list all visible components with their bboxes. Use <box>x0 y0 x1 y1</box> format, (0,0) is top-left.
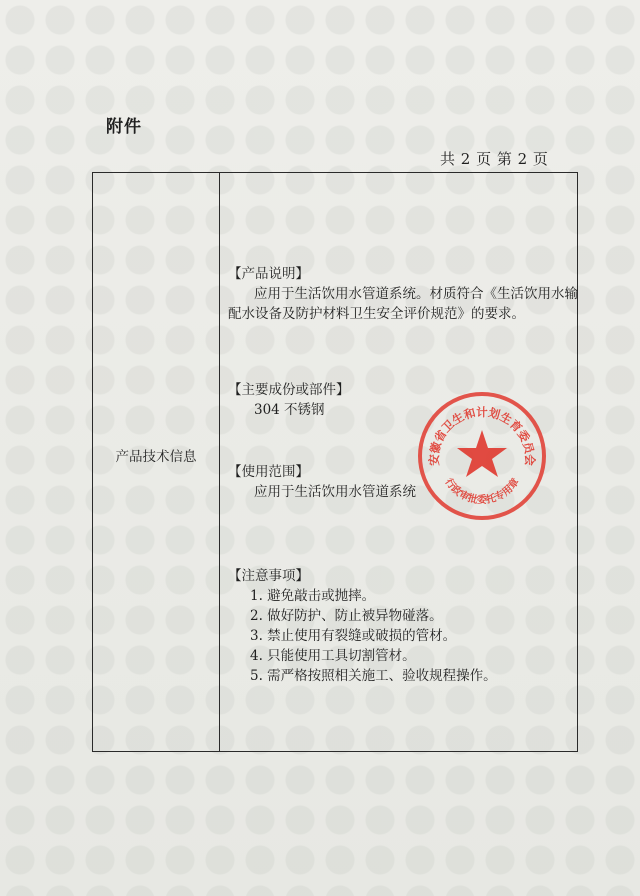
section-title-notes: 【注意事项】 <box>228 568 309 584</box>
official-seal-icon <box>416 390 548 522</box>
note-item: 2. 做好防护、防止被异物碰落。 <box>250 608 443 624</box>
svg-text:安徽省卫生和计划生育委员会: 安徽省卫生和计划生育委员会 <box>426 405 538 466</box>
svg-text:行政审批委托专用章: 行政审批委托专用章 <box>442 476 522 507</box>
section-title-scope: 【使用范围】 <box>228 464 309 480</box>
row-label-cell <box>93 173 219 751</box>
note-item: 1. 避免敲击或抛摔。 <box>250 588 376 604</box>
attachment-heading: 附件 <box>106 117 142 137</box>
section-text-components: 304 不锈钢 <box>254 402 325 418</box>
note-item: 5. 需严格按照相关施工、验收规程操作。 <box>250 668 497 684</box>
row-label: 产品技术信息 <box>115 449 197 465</box>
section-title-description: 【产品说明】 <box>228 266 309 282</box>
section-title-components: 【主要成份或部件】 <box>228 382 350 398</box>
section-text-description: 应用于生活饮用水管道系统。材质符合《生活饮用水输配水设备及防护材料卫生安全评价规范》的要求。 <box>228 286 578 322</box>
page-count: 共 2 页 第 2 页 <box>440 150 549 168</box>
note-item: 3. 禁止使用有裂缝或破损的管材。 <box>250 628 457 644</box>
table-column-divider <box>219 173 220 751</box>
section-notes <box>228 566 588 686</box>
note-item: 4. 只能使用工具切割管材。 <box>250 648 416 664</box>
section-description <box>228 264 588 324</box>
section-text-scope: 应用于生活饮用水管道系统 <box>254 484 416 500</box>
